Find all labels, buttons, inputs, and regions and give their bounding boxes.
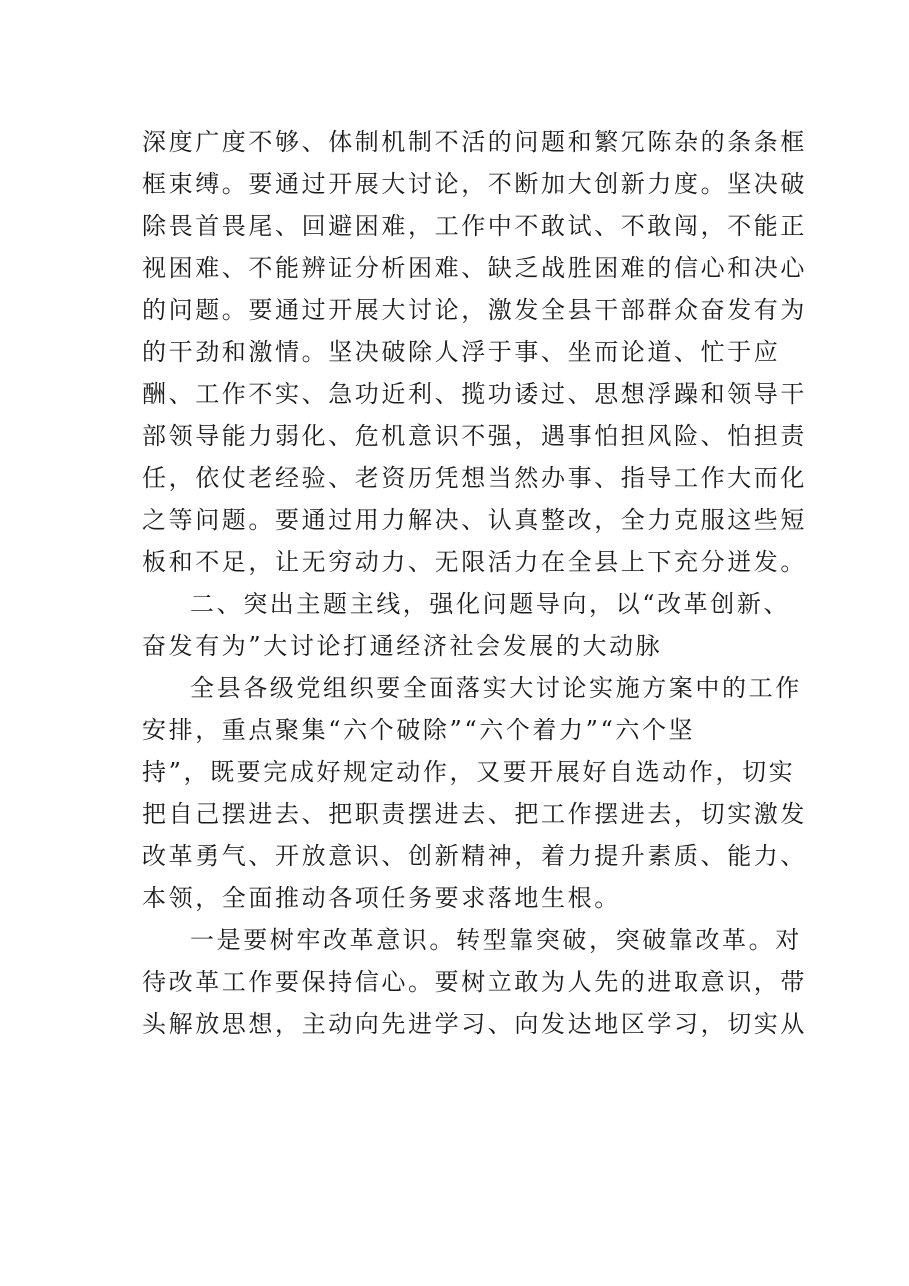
paragraph-line: 任，依仗老经验、老资历凭想当然办事、指导工作大而化 [142,464,807,492]
paragraph-line: 之等问题。要通过用力解决、认真整改，全力克服这些短 [142,506,807,534]
paragraph-line: 全县各级党组织要全面落实大讨论实施方案中的工作 [190,674,802,702]
paragraph-line: 改革勇气、开放意识、创新精神，着力提升素质、能力、 [142,842,807,870]
section-heading: 二、突出主题主线，强化问题导向，以“改革创新、 [190,590,791,618]
paragraph-line: 视困难、不能辨证分析困难、缺乏战胜困难的信心和决心 [142,254,807,282]
paragraph-line: 酬、工作不实、急功近利、揽功诿过、思想浮躁和领导干 [142,380,807,408]
paragraph-line: 的问题。要通过开展大讨论，激发全县干部群众奋发有为 [142,296,807,324]
paragraph-line: 把自己摆进去、把职责摆进去、把工作摆进去，切实激发 [142,800,807,828]
paragraph-line: 深度广度不够、体制机制不活的问题和繁冗陈杂的条条框 [142,128,807,156]
paragraph-line: 持”，既要完成好规定动作，又要开展好自选动作，切实 [142,758,796,786]
paragraph-line: 头解放思想，主动向先进学习、向发达地区学习，切实从 [142,1010,807,1038]
paragraph-line: 一是要树牢改革意识。转型靠突破，突破靠改革。对 [190,926,802,954]
paragraph-line: 除畏首畏尾、回避困难，工作中不敢试、不敢闯，不能正 [142,212,807,240]
paragraph-line: 待改革工作要保持信心。要树立敢为人先的进取意识，带 [142,968,807,996]
paragraph-line: 安排，重点聚集“六个破除”“六个着力”“六个坚 [142,716,696,744]
paragraph-line: 本领，全面推动各项任务要求落地生根。 [142,884,621,912]
paragraph-line: 的干劲和激情。坚决破除人浮于事、坐而论道、忙于应 [142,338,781,366]
paragraph-line: 板和不足，让无穷动力、无限活力在全县上下充分迸发。 [142,548,807,576]
paragraph-line: 框束缚。要通过开展大讨论，不断加大创新力度。坚决破 [142,170,807,198]
paragraph-line: 部领导能力弱化、危机意识不强，遇事怕担风险、怕担责 [142,422,807,450]
section-heading: 奋发有为”大讨论打通经济社会发展的大动脉 [142,632,663,660]
